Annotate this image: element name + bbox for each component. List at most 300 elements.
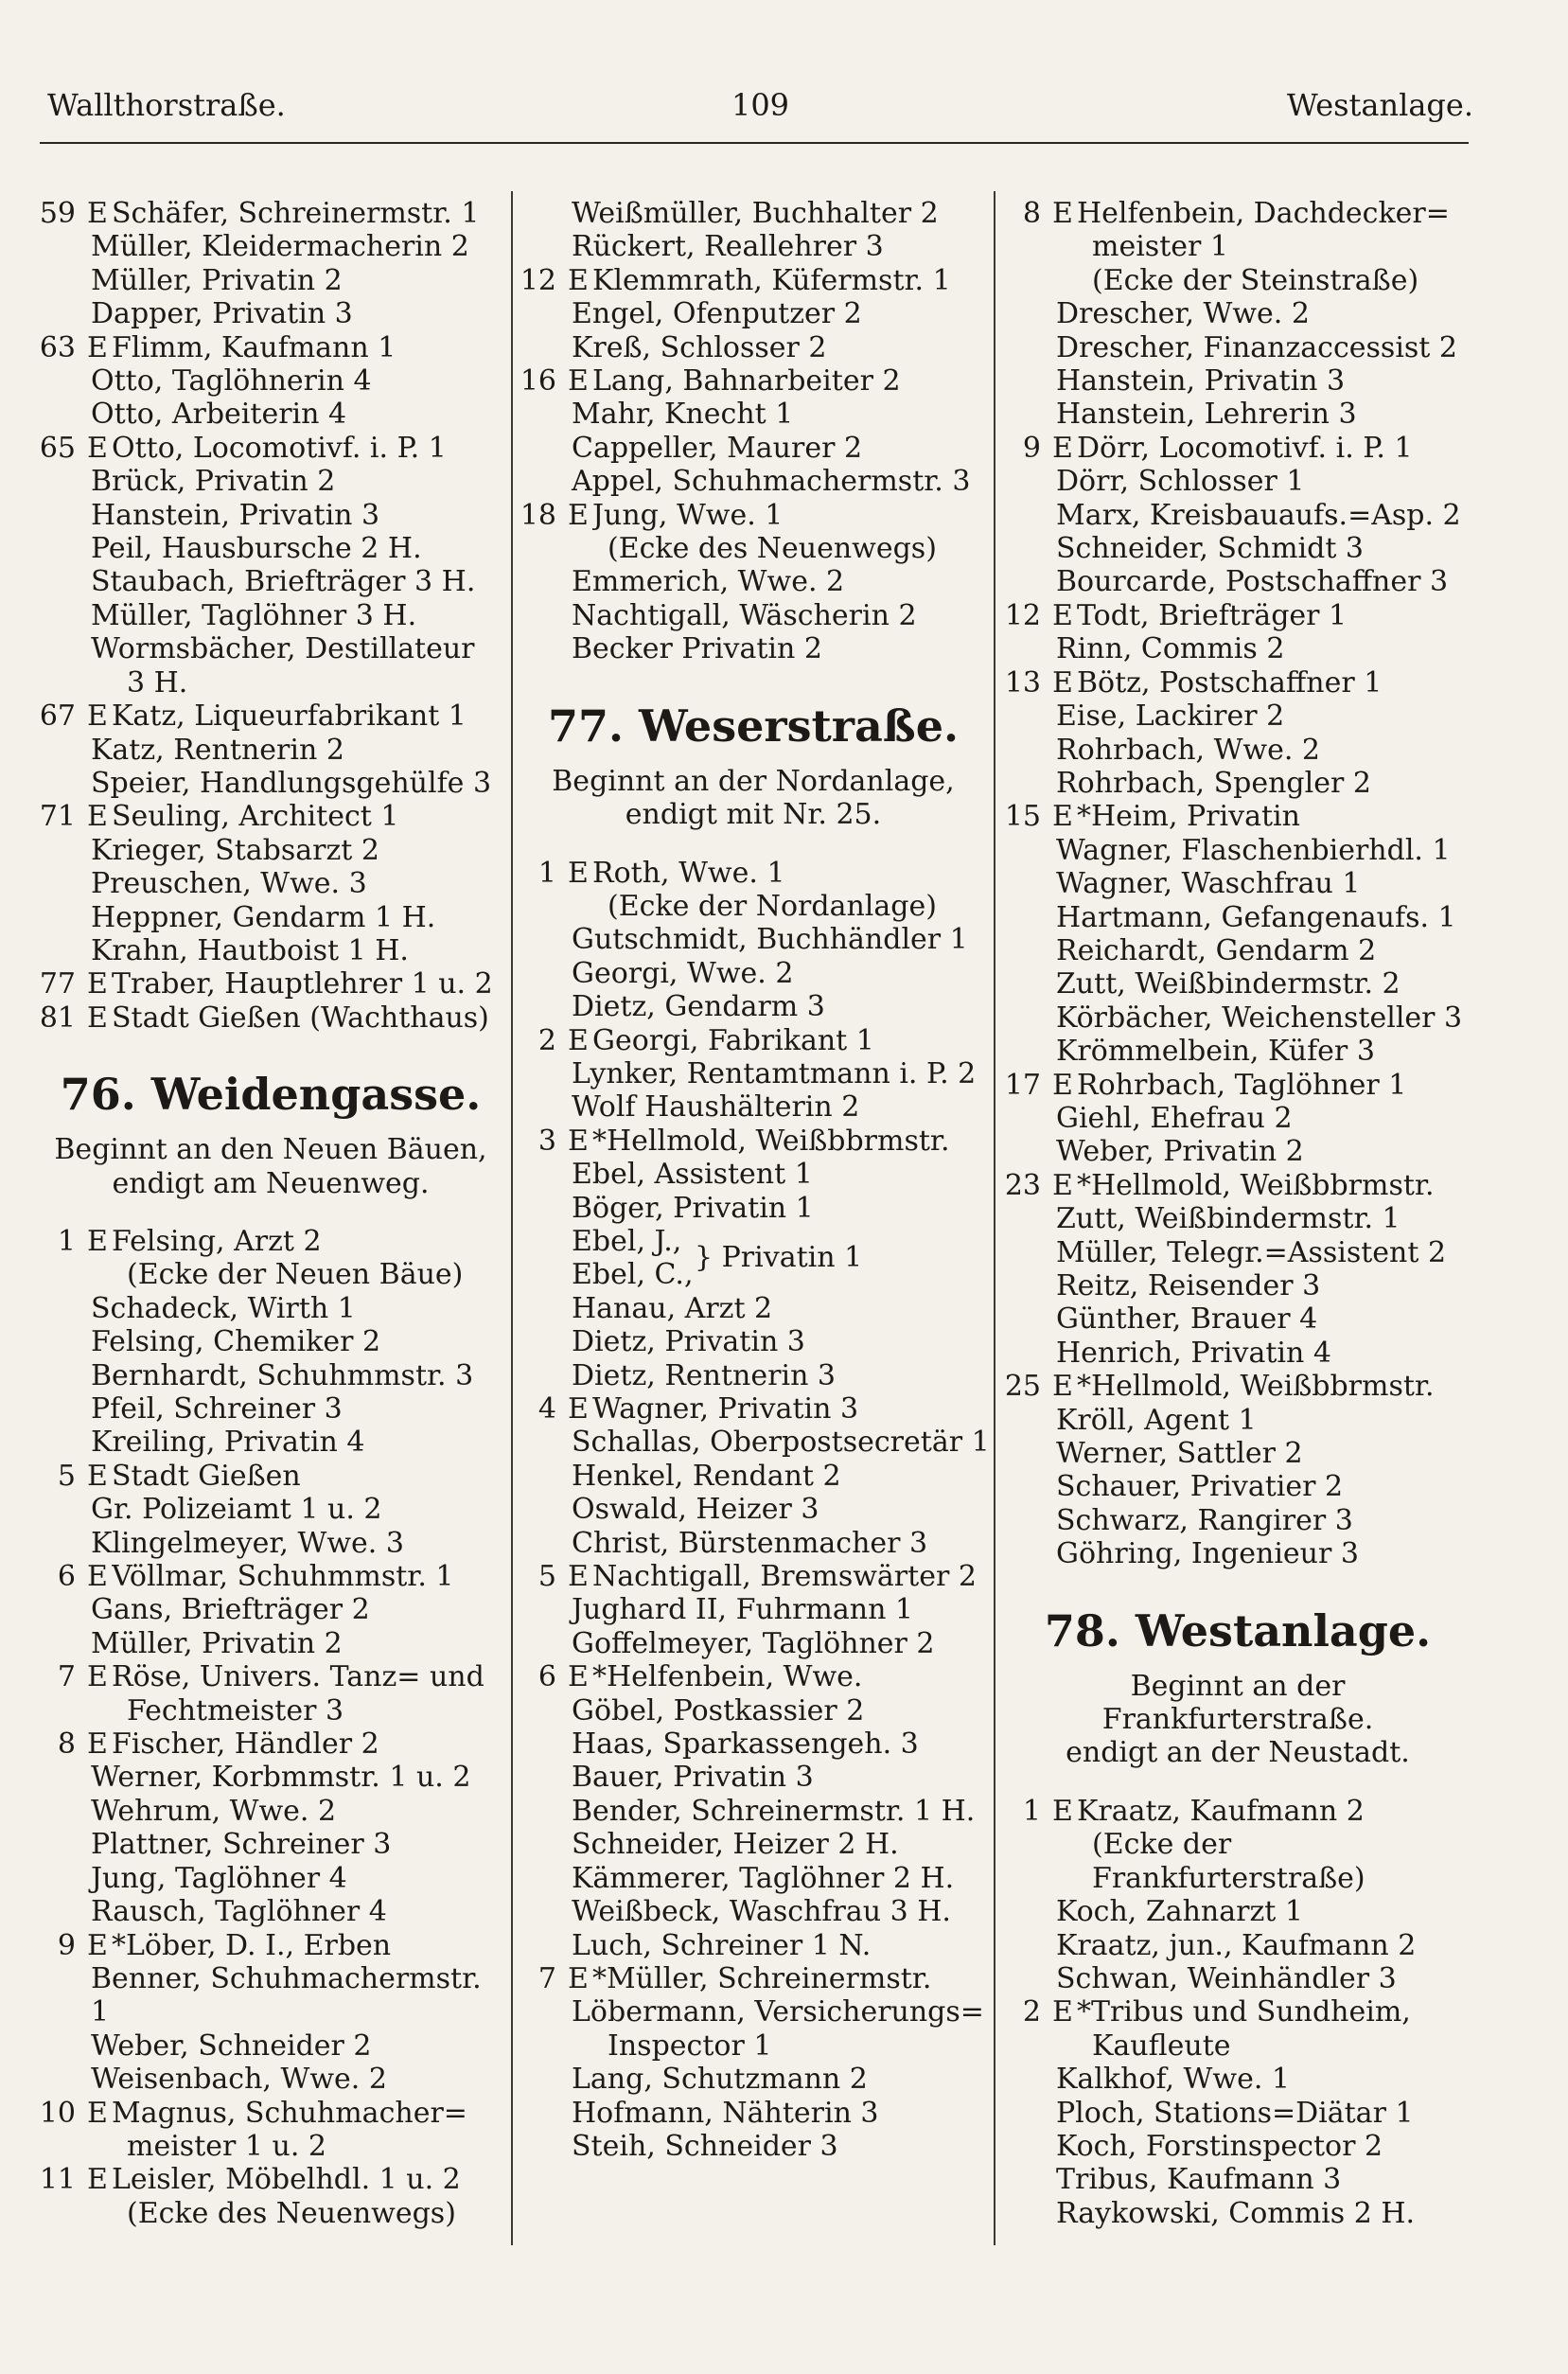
resident-text: *Hellmold, Weißbbrmstr. — [1077, 1370, 1435, 1404]
house-entry — [517, 1024, 990, 1057]
house-number: 5 — [57, 1459, 76, 1493]
continuation-line: (Ecke der Nordanlage) — [608, 889, 937, 923]
house-number: 11 — [39, 2163, 76, 2197]
resident-text: Stadt Gießen — [112, 1459, 301, 1493]
spacer — [76, 1460, 87, 1493]
resident-line: Eise, Lackirer 2 — [1056, 700, 1285, 734]
house-number: 65 — [39, 431, 76, 465]
house-entry — [36, 331, 505, 364]
resident-line: Weber, Schneider 2 — [91, 2029, 372, 2063]
resident-line: Hanstein, Privatin 3 — [91, 498, 380, 532]
street-intro: endigt mit Nr. 25. — [625, 798, 882, 832]
resident-line: Kröll, Agent 1 — [1056, 1403, 1257, 1437]
page-header — [47, 87, 1473, 134]
house-number: 23 — [1004, 1168, 1041, 1202]
owner-mark: E — [568, 498, 589, 532]
resident-line: Giehl, Ehefrau 2 — [1056, 1101, 1293, 1135]
resident-line: Gans, Briefträger 2 — [91, 1593, 370, 1627]
owner-mark: E — [1052, 1168, 1073, 1202]
resident-line: Steih, Schneider 3 — [572, 2129, 838, 2163]
owner-mark: E — [568, 263, 589, 297]
house-entry — [36, 1727, 505, 1761]
brace-group: } Privatin 1 — [695, 1240, 863, 1274]
owner-mark: E — [568, 1124, 589, 1158]
spacer — [76, 2097, 87, 2130]
spacer — [556, 1660, 568, 1693]
spacer — [76, 432, 87, 465]
resident-line: Peil, Hausbursche 2 H. — [91, 532, 422, 566]
resident-line: Schneider, Heizer 2 H. — [572, 1828, 899, 1862]
house-number: 12 — [1004, 598, 1041, 632]
resident-text: *Hellmold, Weißbbrmstr. — [592, 1124, 950, 1158]
resident-line: Otto, Arbeiterin 4 — [91, 398, 347, 432]
owner-mark: E — [87, 1560, 108, 1594]
house-entry — [1001, 1995, 1474, 2029]
spacer — [556, 857, 568, 890]
resident-line: Rausch, Taglöhner 4 — [91, 1895, 387, 1929]
resident-text: *Tribus und Sundheim, — [1077, 1995, 1411, 2029]
resident-line: Schwan, Weinhändler 3 — [1056, 1961, 1397, 1995]
resident-text: Schäfer, Schreinermstr. 1 — [112, 197, 480, 230]
owner-mark: E — [87, 967, 108, 1001]
resident-line: Rohrbach, Wwe. 2 — [1056, 733, 1321, 767]
resident-line: Reichardt, Gendarm 2 — [1056, 933, 1377, 967]
resident-line: Hartmann, Gefangenaufs. 1 — [1056, 900, 1456, 934]
resident-line: Henkel, Rendant 2 — [572, 1459, 841, 1493]
resident-line: Weisenbach, Wwe. 2 — [91, 2063, 387, 2097]
house-number: 18 — [520, 498, 556, 532]
house-number: 2 — [537, 1023, 556, 1057]
house-entry — [36, 1460, 505, 1493]
house-entry — [36, 1001, 505, 1035]
owner-mark: E — [87, 1660, 108, 1694]
house-number: 77 — [39, 967, 76, 1001]
resident-line: Dapper, Privatin 3 — [91, 297, 353, 331]
house-entry — [517, 1560, 990, 1593]
house-entry — [1001, 432, 1474, 465]
house-number: 8 — [1022, 197, 1041, 230]
resident-text: Katz, Liqueurfabrikant 1 — [112, 700, 467, 734]
resident-line: Plattner, Schreiner 3 — [91, 1828, 392, 1862]
resident-line: Reitz, Reisender 3 — [1056, 1269, 1321, 1302]
resident-text: Leisler, Möbelhdl. 1 u. 2 — [112, 2163, 461, 2197]
resident-line: Nachtigall, Wäscherin 2 — [572, 598, 917, 632]
resident-text: Wagner, Privatin 3 — [592, 1392, 859, 1426]
house-number: 63 — [39, 330, 76, 364]
owner-mark: E — [87, 330, 108, 364]
resident-line: Heppner, Gendarm 1 H. — [91, 900, 436, 934]
resident-line: Krahn, Hautboist 1 H. — [91, 933, 409, 967]
owner-mark: E — [87, 2163, 108, 2197]
resident-line: Otto, Taglöhnerin 4 — [91, 364, 372, 399]
resident-line: Schneider, Schmidt 3 — [1056, 532, 1365, 566]
resident-line: Drescher, Wwe. 2 — [1056, 297, 1310, 331]
house-entry — [517, 364, 990, 398]
resident-line: Schallas, Oberpostsecretär 1 — [572, 1426, 990, 1460]
resident-line: Brück, Privatin 2 — [91, 465, 336, 499]
resident-line: Gr. Polizeiamt 1 u. 2 — [91, 1493, 382, 1527]
resident-text: Traber, Hauptlehrer 1 u. 2 — [112, 967, 493, 1001]
resident-line: Zutt, Weißbindermstr. 1 — [1056, 1202, 1401, 1236]
house-entry — [36, 2097, 505, 2130]
resident-text: *Löber, D. I., Erben — [112, 1928, 392, 1962]
resident-line: Raykowski, Commis 2 H. — [1056, 2196, 1416, 2230]
house-number: 6 — [537, 1660, 556, 1694]
spacer — [76, 800, 87, 833]
owner-mark: E — [1052, 665, 1073, 700]
house-entry — [1001, 1169, 1474, 1202]
house-entry — [1001, 599, 1474, 632]
continuation-line: Kaufleute — [1092, 2029, 1231, 2063]
resident-line: Dörr, Schlosser 1 — [1056, 465, 1305, 499]
house-entry — [36, 1560, 505, 1593]
resident-line: Wagner, Flaschenbierhdl. 1 — [1056, 833, 1451, 867]
resident-line: Tribus, Kaufmann 3 — [1056, 2163, 1342, 2197]
resident-line: Christ, Bürstenmacher 3 — [572, 1526, 928, 1560]
spacer — [556, 499, 568, 532]
house-entry — [36, 432, 505, 465]
street-intro: endigt am Neuenweg. — [112, 1166, 430, 1200]
spacer — [1041, 599, 1052, 632]
resident-text: Roth, Wwe. 1 — [592, 856, 785, 890]
street-heading: 77. Weserstraße. — [547, 700, 960, 752]
spacer — [1041, 432, 1052, 465]
continuation-line: Inspector 1 — [608, 2029, 772, 2063]
resident-line: Rückert, Reallehrer 3 — [572, 230, 884, 264]
resident-line: Hanstein, Lehrerin 3 — [1056, 398, 1357, 432]
resident-text: Georgi, Fabrikant 1 — [592, 1023, 874, 1057]
street-heading: 76. Weidengasse. — [60, 1069, 482, 1121]
street-intro: Beginnt an der Frankfurterstraße. — [1101, 1669, 1374, 1737]
resident-line: Preuschen, Wwe. 3 — [91, 867, 367, 901]
house-number: 7 — [537, 1961, 556, 1995]
resident-line: Speier, Handlungsgehülfe 3 — [91, 766, 492, 800]
house-number: 17 — [1004, 1068, 1041, 1102]
resident-line: Schwarz, Rangirer 3 — [1056, 1503, 1353, 1537]
resident-line — [517, 1224, 990, 1274]
spacer — [556, 1392, 568, 1426]
resident-line: Hanstein, Privatin 3 — [1056, 364, 1346, 399]
resident-text: Ebel, J., — [572, 1224, 682, 1258]
resident-line: Henrich, Privatin 4 — [1056, 1336, 1331, 1370]
spacer — [76, 700, 87, 733]
owner-mark: E — [568, 856, 589, 890]
house-entry — [1001, 800, 1474, 833]
spacer — [556, 264, 568, 297]
resident-line: Wagner, Waschfrau 1 — [1056, 867, 1361, 901]
street-intro: endigt an der Neustadt. — [1066, 1736, 1410, 1770]
house-entry — [1001, 1795, 1474, 1828]
owner-mark: E — [1052, 598, 1073, 632]
resident-line: Ebel, C., — [572, 1258, 694, 1292]
resident-line: Mahr, Knecht 1 — [572, 398, 794, 432]
resident-line: Felsing, Chemiker 2 — [91, 1325, 381, 1359]
resident-text: Helfenbein, Dachdecker= — [1077, 197, 1450, 230]
resident-text: Klemmrath, Küfermstr. 1 — [592, 263, 951, 297]
spacer — [76, 1560, 87, 1593]
spacer — [1041, 1169, 1052, 1202]
spacer — [1041, 1795, 1052, 1828]
street-intro: Beginnt an den Neuen Bäuen, — [54, 1133, 487, 1167]
house-number: 25 — [1004, 1370, 1041, 1404]
resident-text: Dörr, Locomotivf. i. P. 1 — [1077, 431, 1413, 465]
owner-mark: E — [1052, 800, 1073, 834]
resident-line: Pfeil, Schreiner 3 — [91, 1392, 343, 1426]
resident-text: Seuling, Architect 1 — [112, 800, 399, 834]
resident-text: *Müller, Schreinermstr. — [592, 1961, 932, 1995]
house-entry — [517, 499, 990, 532]
house-entry — [517, 857, 990, 890]
header-right-street: Westanlage. — [1286, 87, 1473, 123]
street-heading: 78. Westanlage. — [1044, 1604, 1432, 1656]
house-number: 1 — [57, 1224, 76, 1258]
resident-text: Jung, Wwe. 1 — [592, 498, 784, 532]
resident-line: Bauer, Privatin 3 — [572, 1761, 814, 1795]
header-left-street: Wallthorstraße. — [47, 87, 286, 123]
resident-line: Krieger, Stabsarzt 2 — [91, 833, 379, 867]
resident-line: Koch, Zahnarzt 1 — [1056, 1895, 1303, 1929]
resident-line: Weber, Privatin 2 — [1056, 1135, 1304, 1169]
owner-mark: E — [87, 700, 108, 734]
house-number: 12 — [520, 263, 556, 297]
owner-mark: E — [87, 1224, 108, 1258]
house-number: 4 — [537, 1392, 556, 1426]
resident-line: Günther, Brauer 4 — [1056, 1302, 1318, 1337]
house-number: 13 — [1004, 665, 1041, 700]
resident-line: Hanau, Arzt 2 — [572, 1291, 773, 1325]
resident-text: Magnus, Schuhmacher= — [112, 2096, 467, 2130]
resident-line: Wormsbächer, Destillateur — [91, 632, 475, 666]
resident-line: Schadeck, Wirth 1 — [91, 1291, 356, 1325]
owner-mark: E — [87, 197, 108, 230]
resident-line: Bender, Schreinermstr. 1 H. — [572, 1794, 976, 1828]
house-entry — [517, 1392, 990, 1426]
resident-line: Goffelmeyer, Taglöhner 2 — [572, 1626, 935, 1660]
resident-line: Rinn, Commis 2 — [1056, 632, 1285, 666]
house-entry — [36, 197, 505, 230]
resident-line: Werner, Korbmmstr. 1 u. 2 — [91, 1761, 471, 1795]
house-entry — [1001, 1069, 1474, 1102]
resident-line: Körbächer, Weichensteller 3 — [1056, 1001, 1463, 1035]
house-entry — [1001, 197, 1474, 230]
house-entry — [517, 1125, 990, 1158]
house-number: 15 — [1004, 800, 1041, 834]
house-entry — [517, 264, 990, 297]
house-entry — [517, 1660, 990, 1693]
spacer — [76, 1225, 87, 1258]
owner-mark: E — [1052, 1370, 1073, 1404]
column-1 — [36, 197, 505, 2230]
house-entry — [36, 800, 505, 833]
owner-mark: E — [87, 1001, 108, 1035]
resident-line: Schauer, Privatier 2 — [1056, 1470, 1344, 1504]
page-number: 109 — [731, 87, 790, 123]
house-entry — [36, 1929, 505, 1962]
house-number: 2 — [1022, 1995, 1041, 2029]
resident-text: Röse, Univers. Tanz= und — [112, 1660, 484, 1694]
resident-line: Georgi, Wwe. 2 — [572, 956, 794, 990]
resident-line: Jung, Taglöhner 4 — [91, 1861, 347, 1895]
spacer — [36, 1200, 505, 1225]
owner-mark: E — [87, 800, 108, 834]
resident-line: Müller, Kleidermacherin 2 — [91, 230, 469, 264]
spacer — [76, 1660, 87, 1693]
resident-text: Kraatz, Kaufmann 2 — [1077, 1794, 1365, 1828]
resident-line: Katz, Rentnerin 2 — [91, 733, 344, 767]
resident-line: Zutt, Weißbindermstr. 2 — [1056, 967, 1401, 1001]
resident-text: Fischer, Händler 2 — [112, 1727, 379, 1762]
house-entry — [36, 1660, 505, 1693]
spacer — [76, 331, 87, 364]
resident-line: Göbel, Postkassier 2 — [572, 1693, 865, 1727]
owner-mark: E — [87, 1928, 108, 1962]
resident-text: Stadt Gießen (Wachthaus) — [112, 1001, 489, 1035]
house-entry — [517, 1962, 990, 1995]
owner-mark: E — [87, 1459, 108, 1493]
resident-text: Rohrbach, Taglöhner 1 — [1077, 1068, 1407, 1102]
spacer — [76, 967, 87, 1001]
resident-line: Drescher, Finanzaccessist 2 — [1056, 330, 1457, 364]
column-divider-2 — [994, 191, 995, 2245]
spacer — [1041, 197, 1052, 230]
resident-line: Kalkhof, Wwe. 1 — [1056, 2063, 1290, 2097]
resident-line: Kämmerer, Taglöhner 2 H. — [572, 1861, 955, 1895]
spacer — [556, 1125, 568, 1158]
resident-line: Rohrbach, Spengler 2 — [1056, 766, 1371, 800]
house-number: 8 — [57, 1727, 76, 1762]
owner-mark: E — [1052, 1995, 1073, 2029]
resident-line: Gutschmidt, Buchhändler 1 — [572, 923, 968, 957]
resident-line: Kreiling, Privatin 4 — [91, 1426, 365, 1460]
resident-line: Kreß, Schlosser 2 — [572, 330, 827, 364]
spacer — [1001, 1770, 1474, 1795]
resident-line: Müller, Privatin 2 — [91, 263, 343, 297]
resident-line: Hofmann, Nähterin 3 — [572, 2096, 879, 2130]
resident-text: Todt, Briefträger 1 — [1077, 598, 1348, 632]
owner-mark: E — [87, 2096, 108, 2130]
resident-line: Becker Privatin 2 — [572, 632, 822, 666]
house-entry — [36, 2163, 505, 2196]
spacer — [76, 2163, 87, 2196]
owner-mark: E — [87, 1727, 108, 1762]
owner-mark: E — [87, 431, 108, 465]
resident-line: Lynker, Rentamtmann i. P. 2 — [572, 1056, 977, 1090]
resident-line: Göhring, Ingenieur 3 — [1056, 1537, 1359, 1571]
resident-line: Luch, Schreiner 1 N. — [572, 1928, 872, 1962]
house-number: 1 — [537, 856, 556, 890]
resident-line: Emmerich, Wwe. 2 — [572, 565, 845, 599]
resident-line: Benner, Schuhmachermstr. 1 — [91, 1961, 482, 2029]
street-intro: Beginnt an der Nordanlage, — [552, 764, 955, 798]
resident-line: Koch, Forstinspector 2 — [1056, 2129, 1383, 2163]
continuation-line: meister 1 u. 2 — [127, 2129, 326, 2163]
spacer — [76, 1929, 87, 1962]
resident-text: Völlmar, Schuhmmstr. 1 — [112, 1560, 454, 1594]
house-number: 1 — [1022, 1794, 1041, 1828]
spacer — [517, 832, 990, 857]
spacer — [556, 1560, 568, 1593]
resident-text: Nachtigall, Bremswärter 2 — [592, 1560, 977, 1594]
house-number: 81 — [39, 1001, 76, 1035]
resident-text: Bötz, Postschaffner 1 — [1077, 665, 1383, 700]
continuation-line: Fechtmeister 3 — [127, 1693, 344, 1727]
continuation-line: (Ecke der Neuen Bäue) — [127, 1258, 464, 1292]
resident-line: Müller, Taglöhner 3 H. — [91, 598, 417, 632]
owner-mark: E — [1052, 197, 1073, 230]
house-number: 6 — [57, 1560, 76, 1594]
resident-text: Felsing, Arzt 2 — [112, 1224, 322, 1258]
resident-text: Otto, Locomotivf. i. P. 1 — [112, 431, 447, 465]
spacer — [1041, 1370, 1052, 1403]
resident-line: Dietz, Gendarm 3 — [572, 990, 825, 1024]
spacer — [76, 1001, 87, 1035]
house-entry — [1001, 1370, 1474, 1403]
resident-text: Flimm, Kaufmann 1 — [112, 330, 396, 364]
resident-line: Kraatz, jun., Kaufmann 2 — [1056, 1928, 1417, 1962]
resident-line: Staubach, Briefträger 3 H. — [91, 565, 476, 599]
spacer — [76, 1727, 87, 1761]
owner-mark: E — [568, 364, 589, 399]
owner-mark: E — [568, 1560, 589, 1594]
continuation-line: (Ecke der Steinstraße) — [1092, 263, 1419, 297]
resident-line: Weißmüller, Buchhalter 2 — [572, 197, 939, 230]
resident-line: Löbermann, Versicherungs= — [572, 1995, 984, 2029]
resident-line: Appel, Schuhmachermstr. 3 — [572, 465, 971, 499]
house-number: 9 — [57, 1928, 76, 1962]
spacer — [1041, 666, 1052, 700]
resident-line: Weißbeck, Waschfrau 3 H. — [572, 1895, 951, 1929]
resident-line: Lang, Schutzmann 2 — [572, 2063, 868, 2097]
column-divider-1 — [511, 191, 513, 2245]
resident-text: *Hellmold, Weißbbrmstr. — [1077, 1168, 1435, 1202]
resident-line: Bernhardt, Schuhmmstr. 3 — [91, 1358, 474, 1392]
resident-line: Haas, Sparkassengeh. 3 — [572, 1727, 919, 1762]
house-number: 16 — [520, 364, 556, 399]
continuation-line: (Ecke des Neuenwegs) — [127, 2196, 456, 2230]
owner-mark: E — [568, 1961, 589, 1995]
resident-line: Jughard II, Fuhrmann 1 — [572, 1593, 914, 1627]
house-number: 7 — [57, 1660, 76, 1694]
house-entry — [36, 1225, 505, 1258]
spacer — [1041, 1995, 1052, 2029]
spacer — [1041, 800, 1052, 833]
resident-line: Engel, Ofenputzer 2 — [572, 297, 862, 331]
house-number: 5 — [537, 1560, 556, 1594]
house-number: 67 — [39, 700, 76, 734]
resident-line: Oswald, Heizer 3 — [572, 1493, 819, 1527]
owner-mark: E — [568, 1660, 589, 1694]
continuation-line: (Ecke des Neuenwegs) — [608, 532, 937, 566]
column-3 — [1001, 197, 1474, 2230]
resident-line: Bourcarde, Postschaffner 3 — [1056, 565, 1449, 599]
resident-text: *Helfenbein, Wwe. — [592, 1660, 863, 1694]
header-rule — [40, 142, 1469, 144]
continuation-line: (Ecke der Frankfurterstraße) — [1092, 1828, 1365, 1895]
resident-line: Müller, Privatin 2 — [91, 1626, 343, 1660]
resident-line: Ebel, Assistent 1 — [572, 1158, 813, 1192]
resident-line: Ploch, Stations=Diätar 1 — [1056, 2096, 1414, 2130]
continuation-line: 3 H. — [127, 665, 188, 700]
resident-line: Böger, Privatin 1 — [572, 1191, 814, 1225]
resident-line: Krömmelbein, Küfer 3 — [1056, 1035, 1375, 1069]
column-2 — [517, 197, 990, 2163]
resident-line: Marx, Kreisbauaufs.=Asp. 2 — [1056, 498, 1461, 532]
resident-line: Klingelmeyer, Wwe. 3 — [91, 1526, 404, 1560]
spacer — [1041, 1069, 1052, 1102]
owner-mark: E — [1052, 1794, 1073, 1828]
owner-mark: E — [1052, 1068, 1073, 1102]
spacer — [556, 364, 568, 398]
